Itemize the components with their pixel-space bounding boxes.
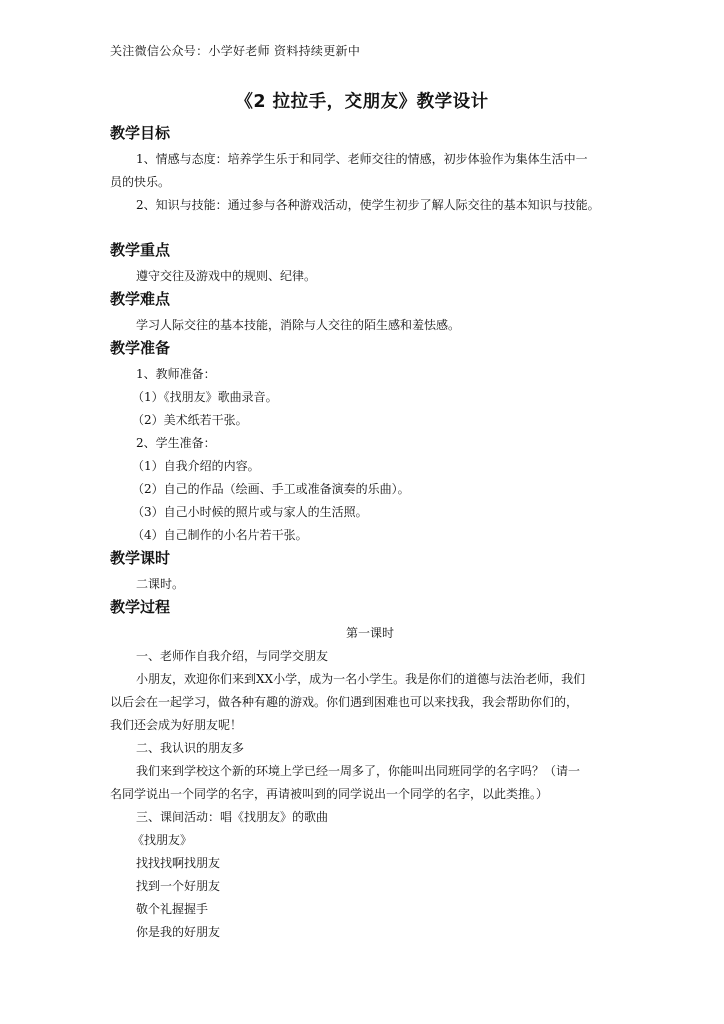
process-step-1-para-3: 我们还会成为好朋友呢！ — [110, 718, 243, 732]
document-title: 《2 拉拉手，交朋友》教学设计 — [235, 92, 489, 112]
song-line-4: 你是我的好朋友 — [136, 925, 221, 939]
song-line-2: 找到一个好朋友 — [136, 879, 221, 893]
prep-teacher-item-2: （2）美术纸若干张。 — [132, 413, 248, 427]
prep-student: 2、学生准备： — [136, 436, 216, 450]
section-heading-key-points: 教学重点 — [110, 241, 171, 259]
section-heading-difficulties: 教学难点 — [110, 290, 171, 308]
goals-line-1-cont: 员的快乐。 — [110, 175, 171, 189]
prep-teacher-item-1: （1）《找朋友》歌曲录音。 — [132, 390, 278, 404]
header-note: 关注微信公众号：小学好老师 资料持续更新中 — [110, 44, 361, 58]
song-title: 《找朋友》 — [132, 833, 193, 847]
section-heading-goals: 教学目标 — [110, 124, 171, 142]
song-line-1: 找找找啊找朋友 — [136, 856, 221, 870]
hours-line-1: 二课时。 — [136, 577, 185, 591]
song-line-3: 敬个礼握握手 — [136, 902, 209, 916]
prep-student-item-2: （2）自己的作品（绘画、手工或准备演奏的乐曲）。 — [132, 482, 410, 496]
prep-student-item-3: （3）自己小时候的照片或与家人的生活照。 — [132, 505, 368, 519]
process-step-3: 三、课间活动：唱《找朋友》的歌曲 — [136, 810, 329, 824]
prep-student-item-1: （1）自我介绍的内容。 — [132, 459, 260, 473]
goals-line-2: 2、知识与技能：通过参与各种游戏活动，使学生初步了解人际交往的基本知识与技能。 — [136, 198, 600, 212]
process-step-1-para-1: 小朋友，欢迎你们来到XX小学，成为一名小学生。我是你们的道德与法治老师，我们 — [136, 672, 586, 686]
process-step-1-para-2: 以后会在一起学习，做各种有趣的游戏。你们遇到困难也可以来找我，我会帮助你们的， — [110, 695, 579, 709]
section-heading-preparation: 教学准备 — [110, 339, 171, 357]
process-step-2: 二、我认识的朋友多 — [136, 741, 245, 755]
difficulties-line-1: 学习人际交往的基本技能，消除与人交往的陌生感和羞怯感。 — [136, 318, 461, 332]
section-heading-hours: 教学课时 — [110, 549, 171, 567]
lesson-label: 第一课时 — [345, 626, 394, 640]
process-step-1: 一、老师作自我介绍，与同学交朋友 — [136, 649, 329, 663]
goals-line-1: 1、情感与态度：培养学生乐于和同学、老师交往的情感，初步体验作为集体生活中一 — [136, 152, 588, 166]
process-step-2-para-2: 名同学说出一个同学的名字，再请被叫到的同学说出一个同学的名字，以此类推。） — [110, 787, 549, 801]
key-points-line-1: 遵守交往及游戏中的规则、纪律。 — [136, 269, 317, 283]
prep-student-item-4: （4）自己制作的小名片若干张。 — [132, 528, 308, 542]
process-step-2-para-1: 我们来到学校这个新的环境上学已经一周多了，你能叫出同班同学的名字吗？（请一 — [136, 764, 581, 778]
section-heading-process: 教学过程 — [110, 598, 171, 616]
document-body — [110, 122, 630, 944]
prep-teacher: 1、教师准备： — [136, 367, 216, 381]
